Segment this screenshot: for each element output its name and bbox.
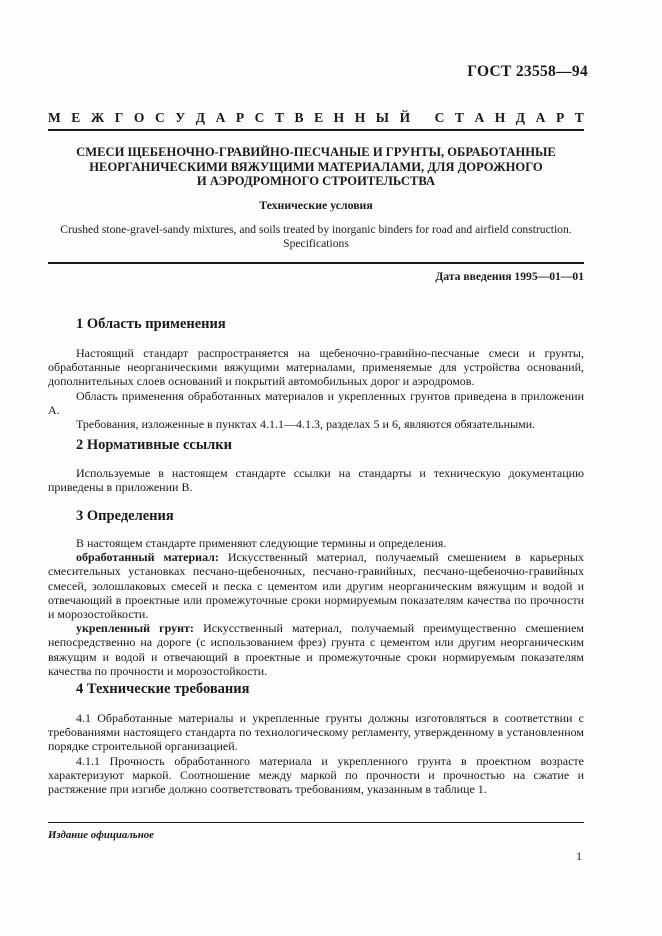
title-line-3: И АЭРОДРОМНОГО СТРОИТЕЛЬСТВА bbox=[196, 174, 436, 188]
definition-stabilized-soil bbox=[48, 621, 584, 678]
interstate-letter: Е bbox=[71, 110, 81, 125]
interstate-standard-label bbox=[48, 110, 584, 126]
section-3-heading: 3 Определения bbox=[76, 508, 174, 524]
section-1-paragraph: Настоящий стандарт распространяется на щебеночно-гравийно-песчаные смеси и грунты, обработанные неорганическими вяжущими материалами, применяемые для устройства оснований, дополнительных слоев оснований и покрытий автомобильных дорог и аэродромов. bbox=[48, 346, 584, 389]
interstate-letter: Н bbox=[354, 110, 366, 125]
interstate-letter: Д bbox=[195, 110, 206, 125]
section-4-paragraph: 4.1 Обработанные материалы и укрепленные грунты должны изготовляться в соответствии с требованиями настоящего стандарта по технологическому регламенту, утвержденному в установленном порядке строительной организацией. bbox=[48, 711, 584, 754]
interstate-letter bbox=[421, 110, 424, 126]
interstate-letter: Г bbox=[114, 110, 124, 125]
interstate-letter: Й bbox=[399, 110, 411, 125]
interstate-letter: Ж bbox=[90, 110, 105, 125]
section-4-body bbox=[48, 711, 584, 796]
edition-label: Издание официальное bbox=[48, 829, 154, 841]
section-2-body bbox=[48, 466, 584, 494]
page-number: 1 bbox=[576, 849, 582, 863]
interstate-letter: С bbox=[434, 110, 445, 125]
interstate-letter: У bbox=[175, 110, 186, 125]
section-1-paragraph: Требования, изложенные в пунктах 4.1.1—4.1.3, разделах 5 и 6, являются обязательными. bbox=[76, 417, 536, 432]
section-4-heading: 4 Технические требования bbox=[76, 681, 250, 697]
interstate-letter: О bbox=[133, 110, 145, 125]
interstate-letter: Р bbox=[555, 110, 565, 125]
header-rule bbox=[48, 129, 584, 131]
section-4-paragraph: 4.1.1 Прочность обработанного материала и укрепленного грунта в проектном возрасте характеризуют маркой. Соотношение между маркой по прочности и прочностью на сжатие и растяжение при изгибе должно соответствовать требованиям, указанным в таблице 1. bbox=[48, 753, 584, 797]
interstate-letter: Ы bbox=[375, 110, 390, 125]
section-2-heading: 2 Нормативные ссылки bbox=[76, 437, 232, 453]
title-rule bbox=[48, 262, 584, 264]
definition-text: Искусственный материал, получаемый преимущественно смешением непосредственно на дороге (с использованием фрез) грунта с цементом или другим неорганическим вяжущим и водой и отвечающий в проектные и промежуточные сроки нормируемым показателям качества по прочности и морозостойкости. bbox=[48, 621, 584, 678]
footer-rule bbox=[48, 822, 584, 823]
interstate-letter: С bbox=[154, 110, 165, 125]
interstate-letter: А bbox=[215, 110, 226, 125]
interstate-letter: Е bbox=[314, 110, 324, 125]
section-1-heading: 1 Область применения bbox=[76, 316, 226, 332]
title-line-2: НЕОРГАНИЧЕСКИМИ ВЯЖУЩИМИ МАТЕРИАЛАМИ, ДЛЯ ДОРОЖНОГО bbox=[89, 159, 543, 174]
english-title bbox=[48, 223, 584, 251]
interstate-letter: А bbox=[474, 110, 485, 125]
document-subtitle: Технические условия bbox=[259, 198, 373, 212]
english-title-line-2: Specifications bbox=[283, 237, 349, 250]
section-3-paragraph: В настоящем стандарте применяют следующие термины и определения. bbox=[76, 536, 447, 550]
interstate-letter: Т bbox=[574, 110, 584, 125]
definition-text: Искусственный материал, получаемый смешением в карьерных смесительных установках песчано-щебеночных, песчано-гравийных, песчано-щебеночно-гравийных смесей, золошлаковых смесей и песка с цементом или другим неорганическим вяжущим и водой и отвечающий в проектные или промежуточные сроки нормируемым показателям качества по прочности и морозостойкости. bbox=[48, 550, 584, 622]
definition-processed-material bbox=[48, 550, 584, 621]
section-1-body bbox=[48, 346, 584, 431]
english-title-line-1: Crushed stone-gravel-sandy mixtures, and soils treated by inorganic binders for road and airfield construction. bbox=[60, 223, 572, 236]
interstate-letter: Н bbox=[333, 110, 345, 125]
term-stabilized-soil: укрепленный грунт: bbox=[76, 621, 194, 636]
title-line-1: СМЕСИ ЩЕБЕНОЧНО-ГРАВИЙНО-ПЕСЧАНЫЕ И ГРУНТЫ, ОБРАБОТАННЫЕ bbox=[76, 145, 556, 159]
document-title bbox=[48, 145, 584, 189]
gost-number: ГОСТ 23558—94 bbox=[467, 63, 588, 80]
interstate-letter: Н bbox=[494, 110, 506, 125]
interstate-letter: Т bbox=[454, 110, 464, 125]
interstate-letter: В bbox=[294, 110, 304, 125]
interstate-letter: А bbox=[535, 110, 546, 125]
section-2-paragraph: Используемые в настоящем стандарте ссылки на стандарты и техническую документацию приведены в приложении В. bbox=[48, 466, 584, 495]
interstate-letter: Д bbox=[515, 110, 526, 125]
section-3-body bbox=[48, 536, 584, 678]
introduction-date: Дата введения 1995—01—01 bbox=[435, 270, 584, 283]
section-1-paragraph: Область применения обработанных материалов и укрепленных грунтов приведена в приложении А. bbox=[48, 388, 584, 417]
term-processed-material: обработанный материал: bbox=[76, 550, 219, 565]
interstate-letter: С bbox=[254, 110, 265, 125]
interstate-letter: Т bbox=[274, 110, 284, 125]
interstate-letter: М bbox=[48, 110, 61, 125]
interstate-letter: Р bbox=[235, 110, 245, 125]
